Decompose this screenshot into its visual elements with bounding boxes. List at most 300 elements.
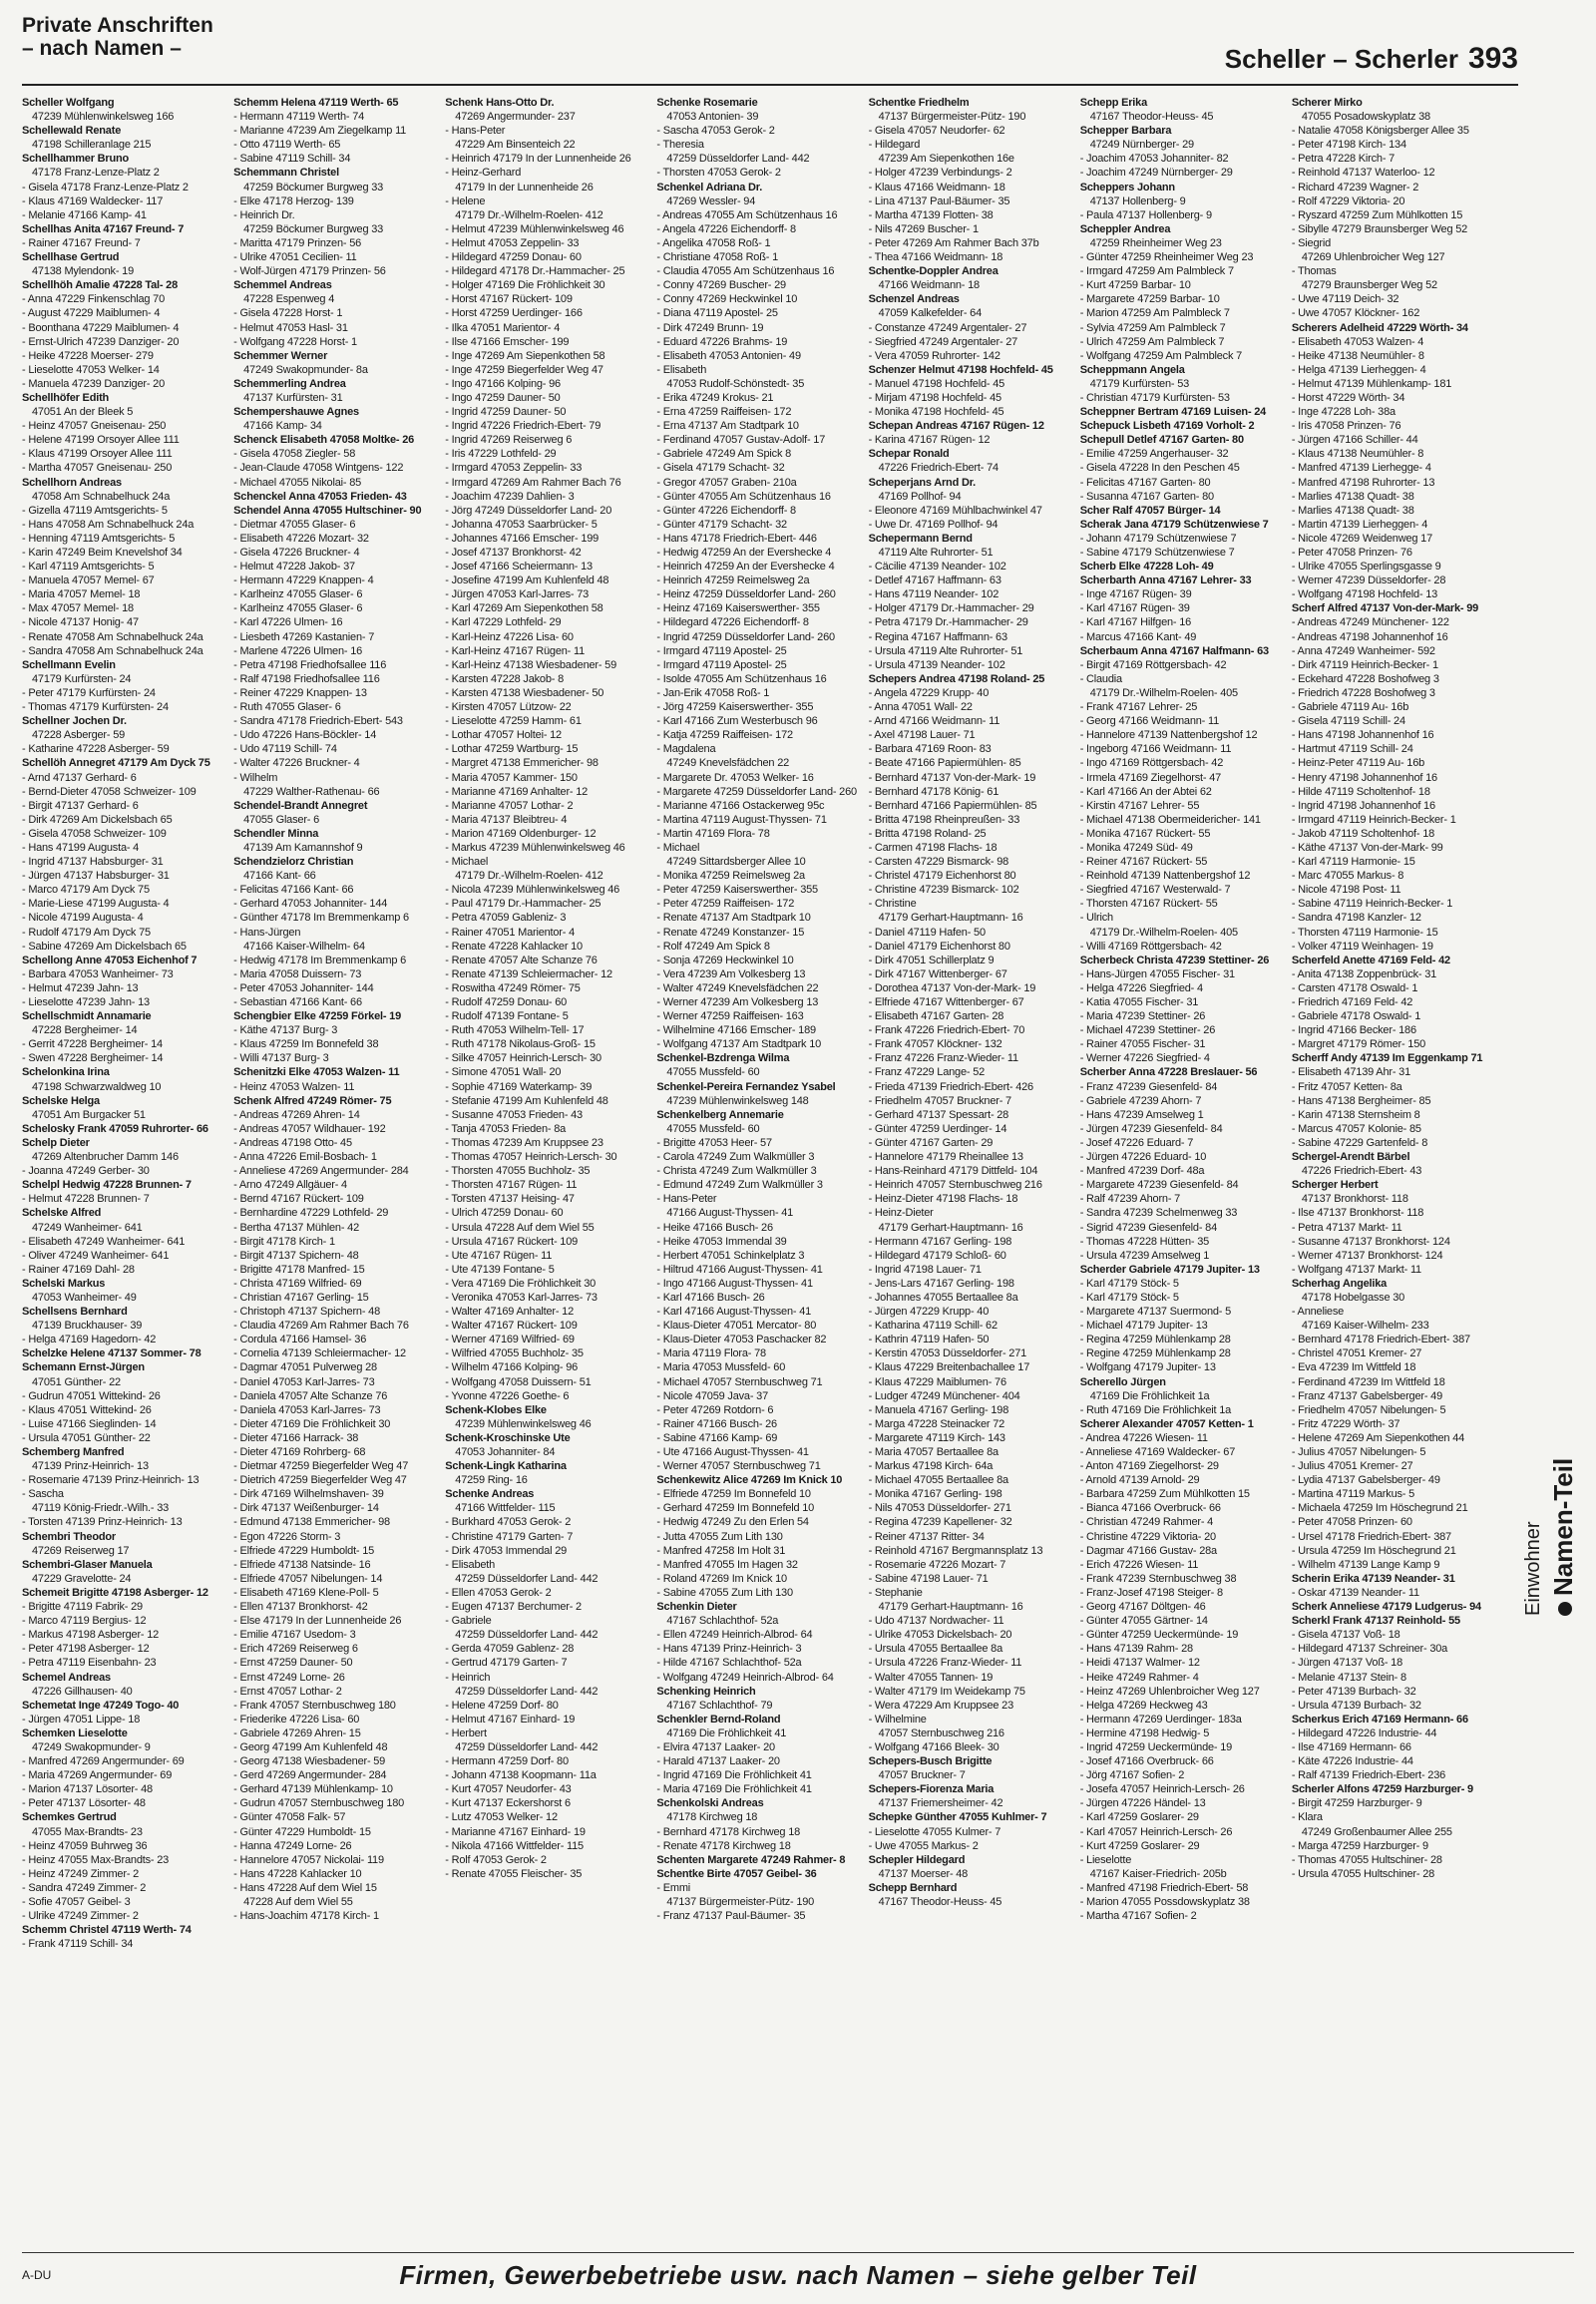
directory-entry: Schellsens Bernhard bbox=[22, 1306, 128, 1319]
directory-entry: Schellhammer Bruno bbox=[22, 153, 130, 166]
directory-entry: - Renate 47249 Konstanzer- 15 bbox=[656, 926, 805, 939]
directory-entry: - Werner 47239 Düsseldorfer- 28 bbox=[1291, 575, 1446, 587]
directory-entry: 47166 August-Thyssen- 41 bbox=[666, 1207, 794, 1220]
directory-entry: - Michael 47055 Bertaallee 8a bbox=[868, 1474, 1008, 1487]
directory-entry: - Hans-Peter bbox=[656, 1193, 717, 1206]
directory-entry: - Horst 47259 Uerdinger- 166 bbox=[445, 307, 583, 320]
directory-entry: - Hans 47199 Augusta- 4 bbox=[22, 841, 140, 854]
directory-entry: - Iris 47058 Prinzen- 76 bbox=[1291, 420, 1401, 433]
directory-entry: - Martha 47057 Gneisenau- 250 bbox=[22, 462, 173, 475]
directory-entry: 47051 Günther- 22 bbox=[32, 1375, 121, 1388]
directory-entry: 47167 Kaiser-Friedrich- 205b bbox=[1089, 1867, 1227, 1880]
directory-entry: - Frank 47226 Friedrich-Ebert- 70 bbox=[868, 1024, 1025, 1037]
directory-entry: - Helmut 47228 Brunnen- 7 bbox=[22, 1193, 150, 1206]
directory-entry: Schergel-Arendt Bärbel bbox=[1291, 1151, 1410, 1164]
directory-entry: Schemmann Christel bbox=[233, 167, 339, 180]
directory-entry: - Gerd 47269 Angermunder- 284 bbox=[233, 1769, 387, 1782]
directory-entry: - Hanna 47249 Lorne- 26 bbox=[233, 1839, 352, 1852]
directory-entry: - Ursula 47055 Hultschiner- 28 bbox=[1291, 1867, 1435, 1880]
directory-entry: - Hans 47228 Kahlacker 10 bbox=[233, 1867, 362, 1880]
directory-entry: - Helmut 47239 Mühlenwinkelsweg 46 bbox=[445, 222, 624, 235]
directory-entry: - Frank 47167 Lehrer- 25 bbox=[1079, 701, 1198, 714]
directory-entry: - Thorsten 47055 Buchholz- 35 bbox=[445, 1165, 591, 1178]
directory-entry: - Vera 47239 Am Volkesberg 13 bbox=[656, 967, 806, 980]
directory-entry: - Günter 47226 Eichendorff- 8 bbox=[656, 504, 796, 517]
directory-entry: Schellhase Gertrud bbox=[22, 251, 120, 264]
directory-entry: - Wolfgang 47259 Am Palmbleck 7 bbox=[1079, 349, 1243, 362]
directory-entry: - Ursula 47259 Im Höschegrund 21 bbox=[1291, 1544, 1456, 1557]
directory-entry: - Ulrich 47259 Am Palmbleck 7 bbox=[1079, 335, 1225, 348]
directory-entry: - Reiner 47137 Ritter- 34 bbox=[868, 1530, 985, 1543]
directory-entry: - Hildegard 47137 Schreiner- 30a bbox=[1291, 1643, 1448, 1656]
directory-entry: 47057 Sternbuschweg 216 bbox=[878, 1727, 1004, 1739]
directory-column bbox=[1292, 96, 1497, 2240]
directory-entry: - Monika 47167 Rückert- 55 bbox=[1079, 827, 1211, 840]
directory-entry: 47269 Reiserweg 17 bbox=[32, 1544, 130, 1557]
directory-entry: - Yvonne 47226 Goethe- 6 bbox=[445, 1389, 570, 1402]
directory-entry: - Wilhelm bbox=[233, 771, 278, 784]
directory-entry: - Wolfgang 47198 Hochfeld- 13 bbox=[1291, 588, 1438, 601]
directory-entry: Schelske Alfred bbox=[22, 1207, 102, 1220]
directory-entry: - Jürgen 47226 Händel- 13 bbox=[1079, 1797, 1206, 1810]
directory-entry: - Georg 47199 Am Kuhlenfeld 48 bbox=[233, 1740, 388, 1753]
directory-entry: - Britta 47198 Rheinpreußen- 33 bbox=[868, 813, 1020, 826]
directory-entry: - Heinz 47055 Max-Brandts- 23 bbox=[22, 1853, 170, 1866]
directory-entry: 47269 Angermunder- 237 bbox=[455, 111, 576, 124]
directory-entry: - Else 47179 In der Lunnenheide 26 bbox=[233, 1615, 402, 1628]
directory-entry: - Christel 47179 Eichenhorst 80 bbox=[868, 870, 1016, 883]
directory-entry: - Dirk 47051 Schillerplatz 9 bbox=[868, 954, 995, 966]
directory-entry: - Werner 47239 Am Volkesberg 13 bbox=[656, 996, 819, 1008]
directory-entry: 47249 Nürnberger- 29 bbox=[1089, 139, 1194, 152]
directory-entry: 47259 Böckumer Burgweg 33 bbox=[243, 222, 384, 235]
directory-entry: 47179 Gerhart-Hauptmann- 16 bbox=[878, 1601, 1023, 1614]
directory-entry: - Siegrid bbox=[1291, 236, 1332, 249]
directory-entry: - Ulrike 47055 Sperlingsgasse 9 bbox=[1291, 561, 1441, 574]
footer-rule bbox=[22, 2252, 1574, 2253]
directory-entry: - Helga 47226 Siegfried- 4 bbox=[1079, 981, 1203, 994]
directory-entry: - Hedwig 47249 Zu den Erlen 54 bbox=[656, 1516, 809, 1529]
directory-entry: - Herbert bbox=[445, 1727, 487, 1739]
directory-entry: - Karl 47179 Stöck- 5 bbox=[1079, 1277, 1179, 1290]
directory-entry: 47058 Am Schnabelhuck 24a bbox=[32, 490, 171, 503]
directory-entry: - Gisela 47179 Schacht- 32 bbox=[656, 462, 785, 475]
directory-entry: - Edmund 47138 Emmericher- 98 bbox=[233, 1516, 390, 1529]
directory-entry: - Ernst 47249 Lorne- 26 bbox=[233, 1671, 345, 1684]
directory-entry: - Bianca 47166 Overbruck- 66 bbox=[1079, 1502, 1221, 1515]
directory-entry: - Nils 47269 Buscher- 1 bbox=[868, 222, 979, 235]
directory-entry: - Peter 47269 Rotdorn- 6 bbox=[656, 1403, 774, 1416]
directory-entry: - Helmut 47053 Zeppelin- 33 bbox=[445, 236, 580, 249]
directory-entry: - Harald 47137 Laaker- 20 bbox=[656, 1755, 780, 1768]
directory-entry: - Rudolf 47179 Am Dyck 75 bbox=[22, 926, 151, 939]
directory-entry: - Reinhold 47139 Nattenbergshof 12 bbox=[1079, 870, 1251, 883]
directory-entry: - Irmgard 47119 Apostel- 25 bbox=[656, 644, 787, 657]
directory-entry: - Ingrid 47269 Reiserweg 6 bbox=[445, 434, 573, 447]
directory-entry: 47259 Düsseldorfer Land- 442 bbox=[455, 1629, 598, 1642]
directory-entry: Schenckel Anna 47053 Frieden- 43 bbox=[233, 490, 407, 503]
directory-entry: - Conny 47269 Heckwinkel 10 bbox=[656, 293, 798, 306]
directory-entry: - Lutz 47053 Welker- 12 bbox=[445, 1811, 558, 1824]
directory-entry: - Britta 47198 Roland- 25 bbox=[868, 827, 987, 840]
directory-entry: - Ursula 47055 Bertaallee 8a bbox=[868, 1643, 1002, 1656]
directory-entry: - Ute 47139 Fontane- 5 bbox=[445, 1263, 555, 1276]
directory-entry: - Ursula 47139 Burbach- 32 bbox=[1291, 1699, 1421, 1712]
directory-entry: - Michael 47055 Nikolai- 85 bbox=[233, 476, 362, 489]
directory-entry: 47055 Glaser- 6 bbox=[243, 813, 320, 826]
directory-entry: Scherhag Angelika bbox=[1291, 1277, 1388, 1290]
directory-entry: - Petra 47119 Eisenbahn- 23 bbox=[22, 1657, 157, 1670]
directory-entry: - Käte 47226 Industrie- 44 bbox=[1291, 1755, 1413, 1768]
directory-entry: - Margarete 47119 Kirch- 143 bbox=[868, 1431, 1005, 1444]
directory-entry: - Gisela 47058 Schweizer- 109 bbox=[22, 827, 167, 840]
directory-entry: - Jürgen 47166 Schiller- 44 bbox=[1291, 434, 1418, 447]
directory-entry: - Carola 47249 Zum Walkmüller 3 bbox=[656, 1151, 815, 1164]
directory-entry: - Joachim 47053 Johanniter- 82 bbox=[1079, 153, 1229, 166]
directory-entry: - Rudolf 47139 Fontane- 5 bbox=[445, 1010, 569, 1023]
directory-entry: - Sabine 47229 Gartenfeld- 8 bbox=[1291, 1136, 1428, 1149]
directory-entry: 47137 Hollenberg- 9 bbox=[1089, 194, 1186, 207]
directory-entry: - Anton 47169 Ziegelhorst- 29 bbox=[1079, 1460, 1219, 1473]
directory-entry: - Lydia 47137 Gabelsberger- 49 bbox=[1291, 1474, 1440, 1487]
directory-entry: Schellhöfer Edith bbox=[22, 391, 110, 404]
directory-entry: 47053 Johanniter- 84 bbox=[455, 1446, 556, 1458]
directory-entry: Schentke Friedhelm bbox=[868, 97, 970, 109]
directory-entry: Schepers Andrea 47198 Roland- 25 bbox=[868, 672, 1045, 685]
directory-entry: 47057 Bruckner- 7 bbox=[878, 1769, 966, 1782]
directory-entry: - Jörg 47167 Sofien- 2 bbox=[1079, 1769, 1185, 1782]
directory-entry: - Marga 47228 Steinacker 72 bbox=[868, 1417, 1005, 1430]
directory-entry: - Horst 47229 Wörth- 34 bbox=[1291, 391, 1405, 404]
directory-entry: - Jutta 47055 Zum Lith 130 bbox=[656, 1530, 783, 1543]
directory-entry: - Heike 47053 Immendal 39 bbox=[656, 1235, 787, 1248]
directory-entry: - Jan-Erik 47058 Roß- 1 bbox=[656, 686, 770, 699]
directory-entry: - Daniel 47053 Karl-Jarres- 73 bbox=[233, 1375, 375, 1388]
directory-entry: Schepar Ronald bbox=[868, 448, 950, 461]
directory-entry: 47259 Rheinheimer Weg 23 bbox=[1089, 236, 1222, 249]
directory-entry: - Ilse 47169 Hermann- 66 bbox=[1291, 1740, 1411, 1753]
directory-entry: - Martin 47139 Lierheggen- 4 bbox=[1291, 518, 1428, 531]
directory-entry: 47169 Pollhof- 94 bbox=[878, 490, 962, 503]
directory-entry: - Karl 47057 Heinrich-Lersch- 26 bbox=[1079, 1825, 1233, 1838]
directory-entry: - Hans 47178 Friedrich-Ebert- 446 bbox=[656, 532, 817, 545]
directory-entry: 47053 Antonien- 39 bbox=[666, 111, 759, 124]
directory-entry: - Egon 47226 Storm- 3 bbox=[233, 1530, 341, 1543]
directory-entry: - Edmund 47249 Zum Walkmüller 3 bbox=[656, 1179, 823, 1192]
directory-entry: - Helene bbox=[445, 194, 486, 207]
directory-entry: - Gertrud 47179 Garten- 7 bbox=[445, 1657, 568, 1670]
directory-entry: - Maria 47058 Duissern- 73 bbox=[233, 967, 362, 980]
directory-entry: Scherello Jürgen bbox=[1079, 1375, 1166, 1388]
directory-entry: 47228 Asberger- 59 bbox=[32, 729, 126, 742]
directory-entry: Schemken Lieselotte bbox=[22, 1727, 128, 1739]
directory-entry: - Klaus 47199 Orsoyer Allee 111 bbox=[22, 448, 173, 461]
directory-entry: - Johann 47138 Koopmann- 11a bbox=[445, 1769, 597, 1782]
directory-entry: - Petra 47228 Kirch- 7 bbox=[1291, 153, 1396, 166]
directory-entry: - Heinrich Dr. bbox=[233, 208, 295, 221]
directory-entry: - Inge 47259 Biegerfelder Weg 47 bbox=[445, 363, 603, 376]
directory-entry: - Felicitas 47167 Garten- 80 bbox=[1079, 476, 1211, 489]
directory-entry: Scheppers Johann bbox=[1079, 181, 1175, 193]
directory-entry: - Hannelore 47057 Nickolai- 119 bbox=[233, 1853, 384, 1866]
directory-entry: - Gisela 47057 Neudorfer- 62 bbox=[868, 125, 1005, 138]
directory-entry: - Marianne 47169 Anhalter- 12 bbox=[445, 785, 589, 798]
directory-entry: - Hans 47058 Am Schnabelhuck 24a bbox=[22, 518, 195, 531]
directory-entry: - Josef 47166 Overbruck- 66 bbox=[1079, 1755, 1214, 1768]
side-tab-small: Einwohner bbox=[1522, 1521, 1544, 1616]
directory-entry: - Helene 47269 Am Siepenkothen 44 bbox=[1291, 1431, 1465, 1444]
directory-entry: - Heike 47228 Moerser- 279 bbox=[22, 349, 154, 362]
directory-entry: - Christian 47249 Rahmer- 4 bbox=[1079, 1516, 1214, 1529]
directory-entry: - Franz 47137 Gabelsberger- 49 bbox=[1291, 1389, 1442, 1402]
directory-entry: - Natalie 47058 Königsberger Allee 35 bbox=[1291, 125, 1469, 138]
directory-entry: - Andreas 47249 Münchener- 122 bbox=[1291, 616, 1449, 629]
directory-entry: - Michael bbox=[656, 841, 700, 854]
directory-entry: 47055 Mussfeld- 60 bbox=[666, 1122, 760, 1135]
directory-entry: - Wilhelmine bbox=[868, 1713, 927, 1726]
directory-entry: Scheller Wolfgang bbox=[22, 97, 115, 109]
directory-entry: Schepull Detlef 47167 Garten- 80 bbox=[1079, 434, 1244, 447]
directory-entry: - Andreas 47198 Johannenhof 16 bbox=[1291, 630, 1448, 643]
directory-entry: - Joachim 47249 Nürnberger- 29 bbox=[1079, 167, 1233, 180]
directory-entry: - Silke 47057 Heinrich-Lersch- 30 bbox=[445, 1052, 601, 1065]
directory-entry: Scherb Elke 47228 Loh- 49 bbox=[1079, 561, 1214, 574]
directory-entry: - Kurt 47137 Eckershorst 6 bbox=[445, 1797, 571, 1810]
directory-entry: - Maria 47269 Angermunder- 69 bbox=[22, 1769, 173, 1782]
directory-entry: - Inge 47167 Rügen- 39 bbox=[1079, 588, 1192, 601]
directory-entry: Schenk Alfred 47249 Römer- 75 bbox=[233, 1094, 392, 1107]
directory-entry: - Ilse 47137 Bronkhorst- 118 bbox=[1291, 1207, 1424, 1220]
directory-entry: - Gabriele 47239 Ahorn- 7 bbox=[1079, 1094, 1202, 1107]
directory-entry: Scheppmann Angela bbox=[1079, 363, 1185, 376]
directory-entry: Scherf Alfred 47137 Von-der-Mark- 99 bbox=[1291, 602, 1479, 615]
directory-entry: 47053 Wanheimer- 49 bbox=[32, 1291, 137, 1304]
directory-entry: - Hildegard 47178 Dr.-Hammacher- 25 bbox=[445, 265, 625, 278]
directory-entry: - Brigitte 47053 Heer- 57 bbox=[656, 1136, 772, 1149]
directory-entry: - Andreas 47198 Otto- 45 bbox=[233, 1136, 352, 1149]
directory-entry: Schepan Andreas 47167 Rügen- 12 bbox=[868, 420, 1044, 433]
directory-entry: 47137 Friemersheimer- 42 bbox=[878, 1797, 1003, 1810]
directory-entry: - Arnd 47166 Weidmann- 11 bbox=[868, 715, 1000, 728]
directory-entry: - Karl 47119 Amtsgerichts- 5 bbox=[22, 561, 155, 574]
directory-entry: - Roswitha 47249 Römer- 75 bbox=[445, 981, 581, 994]
directory-entry: - Georg 47138 Wiesbadener- 59 bbox=[233, 1755, 386, 1768]
directory-entry: Scheppler Andrea bbox=[1079, 222, 1171, 235]
directory-entry: - Ingrid 47198 Johannenhof 16 bbox=[1291, 799, 1435, 812]
directory-entry: Scherk Anneliese 47179 Ludgerus- 94 bbox=[1291, 1601, 1481, 1614]
directory-entry: - Anna 47226 Emil-Bosbach- 1 bbox=[233, 1151, 377, 1164]
directory-entry: Scherger Herbert bbox=[1291, 1179, 1379, 1192]
directory-entry: - Elisabeth 47053 Walzen- 4 bbox=[1291, 335, 1424, 348]
directory-entry: - Martina 47119 Markus- 5 bbox=[1291, 1488, 1415, 1501]
directory-entry: - Sandra 47198 Kanzler- 12 bbox=[1291, 912, 1421, 925]
directory-entry: - Hildegard 47259 Donau- 60 bbox=[445, 251, 582, 264]
directory-entry: - Sibylle 47279 Braunsberger Weg 52 bbox=[1291, 222, 1468, 235]
directory-entry: - Elisabeth bbox=[656, 363, 707, 376]
directory-entry: - Franz 47229 Lange- 52 bbox=[868, 1066, 986, 1079]
directory-entry: - Daniel 47119 Hafen- 50 bbox=[868, 926, 986, 939]
directory-entry: 47055 Max-Brandts- 23 bbox=[32, 1825, 143, 1838]
directory-entry: - Sabine 47055 Zum Lith 130 bbox=[656, 1586, 793, 1599]
directory-entry: - Angelika 47058 Roß- 1 bbox=[656, 236, 771, 249]
directory-entry: - Andreas 47057 Wildhauer- 192 bbox=[233, 1122, 386, 1135]
directory-entry: - Dieter 47169 Die Fröhlichkeit 30 bbox=[233, 1417, 391, 1430]
directory-entry: Schemeit Brigitte 47198 Asberger- 12 bbox=[22, 1586, 208, 1599]
directory-entry: - Bernhardine 47229 Lothfeld- 29 bbox=[233, 1207, 389, 1220]
directory-entry: - Klaus 47051 Wittekind- 26 bbox=[22, 1403, 152, 1416]
directory-entry: 47166 Kant- 66 bbox=[243, 870, 316, 883]
directory-entry: 47166 Wittfelder- 115 bbox=[455, 1502, 556, 1515]
directory-entry: - Marlies 47138 Quadt- 38 bbox=[1291, 504, 1414, 517]
directory-entry: - Ruth 47055 Glaser- 6 bbox=[233, 701, 341, 714]
directory-entry: - Thorsten 47167 Rückert- 55 bbox=[1079, 898, 1218, 911]
directory-entry: - Nicola 47239 Mühlenwinkelsweg 46 bbox=[445, 884, 620, 897]
directory-entry: - Marco 47119 Bergius- 12 bbox=[22, 1615, 147, 1628]
directory-entry: - Sandra 47178 Friedrich-Ebert- 543 bbox=[233, 715, 403, 728]
section-title bbox=[22, 14, 213, 60]
directory-entry: Scherkl Frank 47137 Reinhold- 55 bbox=[1291, 1615, 1460, 1628]
directory-entry: - Margarete 47137 Suermond- 5 bbox=[1079, 1306, 1232, 1319]
directory-entry: - Max 47057 Memel- 18 bbox=[22, 602, 134, 615]
directory-entry: - Günter 47058 Falk- 57 bbox=[233, 1811, 346, 1824]
directory-entry: - Monika 47249 Süd- 49 bbox=[1079, 841, 1193, 854]
directory-entry: - Karl 47166 Busch- 26 bbox=[656, 1291, 765, 1304]
directory-entry: - August 47229 Maiblumen- 4 bbox=[22, 307, 161, 320]
directory-entry: - Melanie 47137 Stein- 8 bbox=[1291, 1671, 1406, 1684]
directory-entry: Scherers Adelheid 47229 Wörth- 34 bbox=[1291, 321, 1468, 334]
directory-entry: - Cornelia 47139 Schleiermacher- 12 bbox=[233, 1347, 406, 1360]
directory-entry: Schellhöh Amalie 47228 Tal- 28 bbox=[22, 279, 179, 292]
directory-entry: - Walter 47055 Tannen- 19 bbox=[868, 1671, 994, 1684]
directory-entry: - Reinhold 47137 Waterloo- 12 bbox=[1291, 167, 1435, 180]
directory-entry: - Nicole 47137 Honig- 47 bbox=[22, 616, 139, 629]
directory-entry: - Nicole 47059 Java- 37 bbox=[656, 1389, 768, 1402]
directory-entry: - Karina 47167 Rügen- 12 bbox=[868, 434, 991, 447]
directory-entry: - Karl 47229 Lothfeld- 29 bbox=[445, 616, 562, 629]
directory-entry: - Elfriede 47167 Wittenberger- 67 bbox=[868, 996, 1024, 1008]
page-header bbox=[22, 14, 1518, 80]
directory-entry: Schelske Helga bbox=[22, 1094, 100, 1107]
directory-entry: Schemm Helena 47119 Werth- 65 bbox=[233, 97, 399, 109]
directory-entry: - Dietmar 47055 Glaser- 6 bbox=[233, 518, 356, 531]
directory-entry: - Gisela 47228 In den Peschen 45 bbox=[1079, 462, 1240, 475]
directory-entry: - Heinz 47269 Uhlenbroicher Weg 127 bbox=[1079, 1685, 1260, 1698]
directory-entry: - Gerhard 47053 Johanniter- 144 bbox=[233, 898, 388, 911]
directory-entry: 47119 Alte Ruhrorter- 51 bbox=[878, 547, 994, 559]
directory-entry: - Diana 47119 Apostel- 25 bbox=[656, 307, 778, 320]
directory-entry: - Maria 47119 Flora- 78 bbox=[656, 1347, 766, 1360]
directory-entry: - Ruth 47169 Die Fröhlichkeit 1a bbox=[1079, 1403, 1232, 1416]
directory-entry: - Hans 47138 Bergheimer- 85 bbox=[1291, 1094, 1431, 1107]
directory-entry: - Elisabeth bbox=[445, 1558, 496, 1571]
directory-entry: - Elke 47178 Herzog- 139 bbox=[233, 194, 354, 207]
directory-entry: - Horst 47167 Rückert- 109 bbox=[445, 293, 573, 306]
directory-entry: 47179 Kurfürsten- 53 bbox=[1089, 377, 1190, 390]
section-title-line1: Private Anschriften bbox=[22, 14, 213, 37]
directory-entry: - Anna 47249 Wanheimer- 592 bbox=[1291, 644, 1435, 657]
directory-entry: - Gisela 47119 Schill- 24 bbox=[1291, 715, 1405, 728]
directory-entry: - Bertha 47137 Mühlen- 42 bbox=[233, 1221, 360, 1234]
directory-entry: - Beate 47166 Papiermühlen- 85 bbox=[868, 757, 1021, 770]
directory-entry: Schepp Erika bbox=[1079, 97, 1147, 109]
directory-entry: - Markus 47198 Kirch- 64a bbox=[868, 1460, 994, 1473]
directory-entry: - Christine bbox=[868, 898, 917, 911]
directory-entry: - Peter 47259 Raiffeisen- 172 bbox=[656, 898, 795, 911]
side-tab-text bbox=[1518, 1237, 1578, 1616]
directory-entry: - Irmgard 47269 Am Rahmer Bach 76 bbox=[445, 476, 621, 489]
directory-entry: - Karl 47167 Hilfgen- 16 bbox=[1079, 616, 1192, 629]
directory-entry: Schembri Theodor bbox=[22, 1530, 116, 1543]
directory-entry: - Elisabeth 47169 Klene-Poll- 5 bbox=[233, 1586, 379, 1599]
directory-entry: - Birgit 47137 Spichern- 48 bbox=[233, 1249, 359, 1262]
directory-entry: - Ingrid 47259 Düsseldorfer Land- 260 bbox=[656, 630, 835, 643]
directory-entry: - Werner 47259 Raiffeisen- 163 bbox=[656, 1010, 804, 1023]
directory-entry: - Jürgen 47229 Krupp- 40 bbox=[868, 1306, 990, 1319]
directory-entry: - Thorsten 47053 Gerok- 2 bbox=[656, 167, 781, 180]
directory-entry: - Gudrun 47051 Wittekind- 26 bbox=[22, 1389, 161, 1402]
directory-entry: - Frank 47239 Sternbuschweg 38 bbox=[1079, 1572, 1237, 1585]
directory-entry: - Gerrit 47228 Bergheimer- 14 bbox=[22, 1038, 163, 1051]
directory-entry: - Holger 47179 Dr.-Hammacher- 29 bbox=[868, 602, 1034, 615]
directory-entry: - Ludger 47249 Münchener- 404 bbox=[868, 1389, 1020, 1402]
directory-entry: - Rainer 47166 Busch- 26 bbox=[656, 1417, 777, 1430]
directory-entry: - Manfred 47269 Angermunder- 69 bbox=[22, 1755, 185, 1768]
directory-entry: - Lina 47137 Paul-Bäumer- 35 bbox=[868, 194, 1010, 207]
directory-entry: - Marcus 47166 Kant- 49 bbox=[1079, 630, 1197, 643]
directory-entry: - Heinz-Dieter bbox=[868, 1207, 934, 1220]
directory-entry: - Iris 47229 Lothfeld- 29 bbox=[445, 448, 557, 461]
directory-entry: - Irmgard 47119 Apostel- 25 bbox=[656, 658, 787, 671]
directory-entry: Schellner Jochen Dr. bbox=[22, 715, 127, 728]
directory-entry: - Ingrid 47259 Dauner- 50 bbox=[445, 406, 567, 419]
directory-entry: - Christa 47249 Zum Walkmüller 3 bbox=[656, 1165, 817, 1178]
directory-entry: - Hermann 47119 Werth- 74 bbox=[233, 111, 365, 124]
directory-entry: - Anneliese bbox=[1291, 1306, 1345, 1319]
name-range: Scheller – Scherler bbox=[1224, 44, 1458, 74]
directory-entry: - Ursula 47119 Alte Ruhrorter- 51 bbox=[868, 644, 1023, 657]
directory-entry: - Helmut 47167 Einhard- 19 bbox=[445, 1713, 576, 1726]
directory-entry: Schendel Anna 47055 Hultschiner- 90 bbox=[233, 504, 422, 517]
directory-entry: - Axel 47198 Lauer- 71 bbox=[868, 729, 976, 742]
directory-entry: - Ralf 47239 Ahorn- 7 bbox=[1079, 1193, 1181, 1206]
directory-entry: - Rainer 47051 Marientor- 4 bbox=[445, 926, 576, 939]
directory-entry: - Dirk 47167 Wittenberger- 67 bbox=[868, 967, 1007, 980]
directory-entry: - Gregor 47057 Graben- 210a bbox=[656, 476, 797, 489]
directory-entry: - Boonthana 47229 Maiblumen- 4 bbox=[22, 321, 180, 334]
directory-entry: Schemetat Inge 47249 Togo- 40 bbox=[22, 1699, 180, 1712]
directory-entry: - Dirk 47119 Heinrich-Becker- 1 bbox=[1291, 658, 1438, 671]
directory-entry: - Manfred 47258 Im Holt 31 bbox=[656, 1544, 786, 1557]
directory-entry: - Heike 47166 Busch- 26 bbox=[656, 1221, 773, 1234]
directory-entry: - Heinrich 47259 An der Evershecke 4 bbox=[656, 561, 835, 574]
directory-entry: - Jürgen 47226 Eduard- 10 bbox=[1079, 1151, 1207, 1164]
directory-entry: - Cäcilie 47139 Neander- 102 bbox=[868, 561, 1006, 574]
directory-entry: - Renate 47057 Alte Schanze 76 bbox=[445, 954, 598, 966]
directory-entry: - Torsten 47137 Heising- 47 bbox=[445, 1193, 575, 1206]
directory-entry: - Sylvia 47259 Am Palmbleck 7 bbox=[1079, 321, 1226, 334]
directory-entry: Schemkes Gertrud bbox=[22, 1811, 117, 1824]
directory-entry: - Sabine 47198 Lauer- 71 bbox=[868, 1572, 989, 1585]
directory-entry: - Wolfgang 47249 Heinrich-Albrod- 64 bbox=[656, 1671, 834, 1684]
directory-entry: - Frieda 47139 Friedrich-Ebert- 426 bbox=[868, 1080, 1033, 1093]
directory-entry: 47137 Bronkhorst- 118 bbox=[1301, 1193, 1408, 1206]
directory-entry: - Hans-Peter bbox=[445, 125, 506, 138]
directory-entry: - Gerda 47059 Gablenz- 28 bbox=[445, 1643, 575, 1656]
directory-entry: 47259 Böckumer Burgweg 33 bbox=[243, 181, 384, 193]
directory-entry: - Günther 47178 Im Bremmenkamp 6 bbox=[233, 912, 409, 925]
directory-entry: - Burkhard 47053 Gerok- 2 bbox=[445, 1516, 572, 1529]
directory-entry: - Marion 47169 Oldenburger- 12 bbox=[445, 827, 597, 840]
